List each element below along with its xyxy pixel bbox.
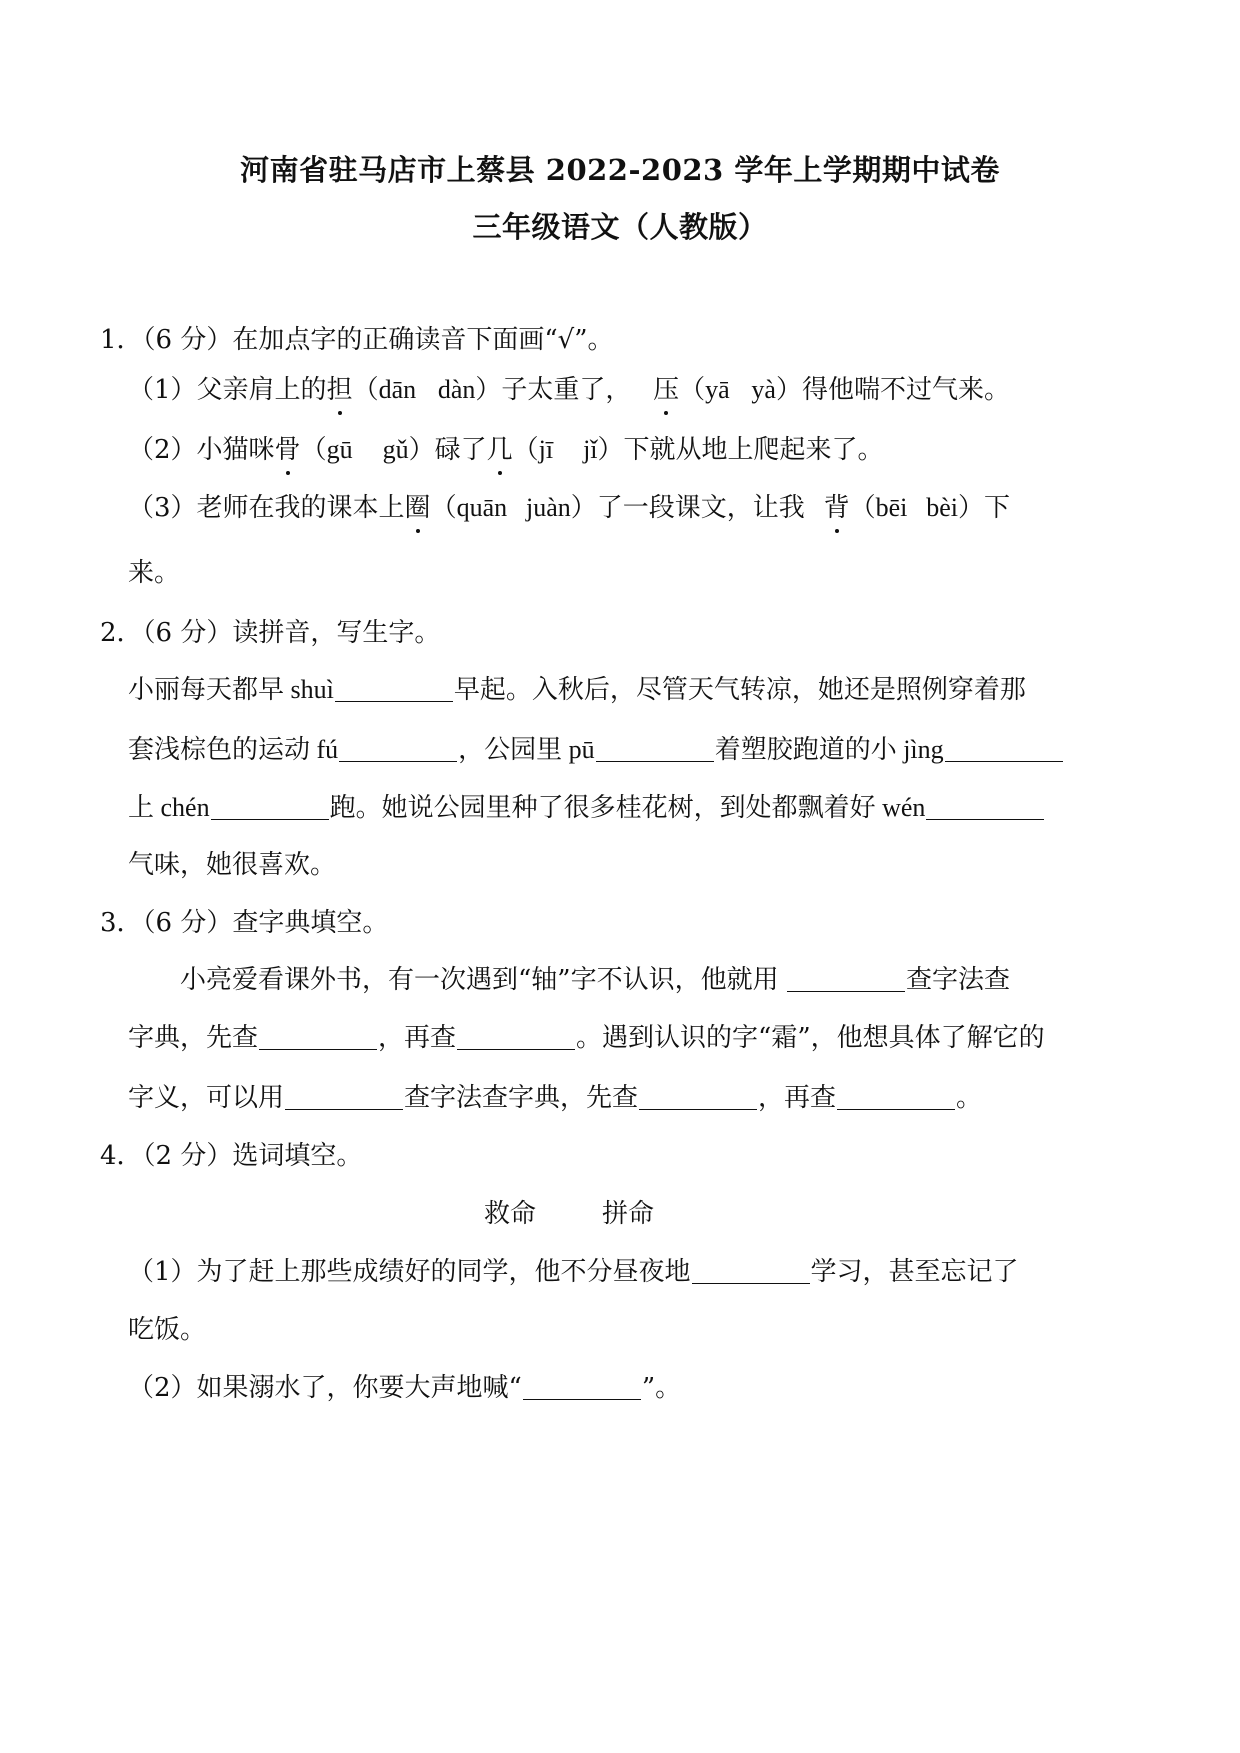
q3-stem: 3．（6 分）查字典填空。: [100, 908, 389, 938]
q2-line-1: 小丽每天都早 shuì 早起。入秋后，尽管天气转凉，她还是照例穿着那: [128, 675, 1026, 705]
answer-blank[interactable]: [211, 793, 329, 820]
word-option: 救命: [484, 1199, 537, 1229]
answer-blank[interactable]: [837, 1083, 955, 1110]
q4-sentence-2: （2）如果溺水了，你要大声地喊“ ”。: [128, 1373, 682, 1403]
dotted-char: 压: [653, 372, 679, 408]
answer-blank[interactable]: [259, 1023, 377, 1050]
exam-title: 河南省驻马店市上蔡县 2022-2023 学年上学期期中试卷: [240, 153, 1000, 187]
answer-blank[interactable]: [335, 675, 453, 702]
q1-sentence-3-cont: 来。: [128, 558, 181, 588]
q1-sentence-3: （3）老师在我的课本上圈（quān juàn）了一段课文，让我 背（bēi bèi）下: [128, 490, 1010, 526]
q4-sentence-1: （1）为了赶上那些成绩好的同学，他不分昼夜地 学习，甚至忘记了: [128, 1257, 1019, 1287]
answer-blank[interactable]: [596, 735, 714, 762]
answer-blank[interactable]: [285, 1083, 403, 1110]
answer-blank[interactable]: [926, 793, 1044, 820]
q2-line-3: 上 chén 跑。她说公园里种了很多桂花树，到处都飘着好 wén: [128, 790, 1010, 826]
dotted-char: 几: [487, 432, 513, 468]
exam-subtitle: 三年级语文（人教版）: [472, 210, 768, 244]
answer-blank[interactable]: [787, 965, 905, 992]
dotted-char: 担: [327, 372, 353, 408]
answer-blank[interactable]: [339, 735, 457, 762]
q3-line-1: 小亮爱看课外书，有一次遇到“轴”字不认识，他就用 查字法查: [180, 965, 1010, 995]
answer-blank[interactable]: [639, 1083, 757, 1110]
q1-sentence-1: （1）父亲肩上的担（dān dàn）子太重了， 压（yā yà）得他喘不过气来。: [128, 372, 1010, 408]
q1-sentence-2: （2）小猫咪骨（gū gǔ）碌了几（jī jǐ）下就从地上爬起来了。: [128, 432, 884, 468]
q2-line-2: 套浅棕色的运动 fú ，公园里 pū 着塑胶跑道的小 jìng: [128, 732, 1010, 768]
answer-blank[interactable]: [523, 1373, 641, 1400]
q4-stem: 4．（2 分）选词填空。: [100, 1141, 363, 1171]
dotted-char: 骨: [275, 432, 301, 468]
q2-stem: 2．（6 分）读拼音，写生字。: [100, 618, 441, 648]
q3-line-3: 字义，可以用 查字法查字典，先查 ，再查 。: [128, 1083, 983, 1113]
q2-line-4: 气味，她很喜欢。: [128, 850, 337, 880]
q4-word-options: [484, 1196, 654, 1232]
answer-blank[interactable]: [945, 735, 1063, 762]
dotted-char: 背: [824, 490, 850, 526]
q1-stem: 1．（6 分）在加点字的正确读音下面画“√”。: [100, 325, 614, 355]
answer-blank[interactable]: [692, 1257, 810, 1284]
word-option: 拼命: [602, 1199, 655, 1229]
q4-sentence-1-cont: 吃饭。: [128, 1315, 207, 1345]
dotted-char: 圈: [405, 490, 431, 526]
q3-line-2: 字典，先查 ，再查 。遇到认识的字“霜”，他想具体了解它的: [128, 1023, 1045, 1053]
answer-blank[interactable]: [457, 1023, 575, 1050]
